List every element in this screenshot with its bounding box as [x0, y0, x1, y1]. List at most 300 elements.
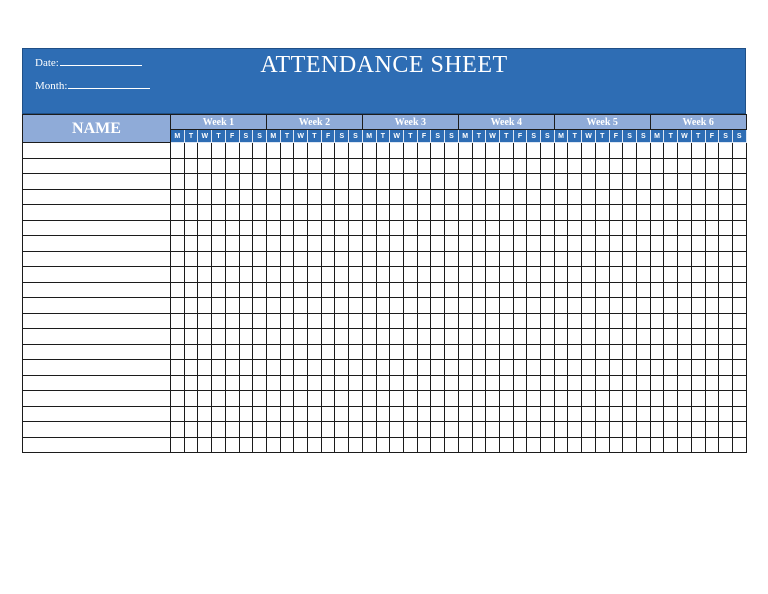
attendance-cell[interactable] — [225, 143, 239, 159]
attendance-cell[interactable] — [253, 344, 267, 360]
name-cell[interactable] — [23, 174, 171, 190]
attendance-cell[interactable] — [486, 220, 500, 236]
attendance-cell[interactable] — [595, 267, 609, 283]
attendance-cell[interactable] — [472, 313, 486, 329]
attendance-cell[interactable] — [390, 251, 404, 267]
attendance-cell[interactable] — [554, 158, 568, 174]
attendance-cell[interactable] — [486, 375, 500, 391]
attendance-cell[interactable] — [595, 360, 609, 376]
attendance-cell[interactable] — [280, 360, 294, 376]
attendance-cell[interactable] — [609, 437, 623, 453]
attendance-cell[interactable] — [719, 174, 733, 190]
attendance-cell[interactable] — [253, 313, 267, 329]
attendance-cell[interactable] — [184, 329, 198, 345]
attendance-cell[interactable] — [527, 174, 541, 190]
attendance-cell[interactable] — [719, 236, 733, 252]
attendance-cell[interactable] — [349, 158, 363, 174]
attendance-cell[interactable] — [458, 189, 472, 205]
attendance-cell[interactable] — [691, 360, 705, 376]
attendance-cell[interactable] — [554, 406, 568, 422]
attendance-cell[interactable] — [678, 189, 692, 205]
name-cell[interactable] — [23, 437, 171, 453]
attendance-cell[interactable] — [266, 282, 280, 298]
attendance-cell[interactable] — [732, 437, 746, 453]
attendance-cell[interactable] — [239, 329, 253, 345]
attendance-cell[interactable] — [417, 375, 431, 391]
attendance-cell[interactable] — [184, 360, 198, 376]
attendance-cell[interactable] — [321, 329, 335, 345]
attendance-cell[interactable] — [486, 236, 500, 252]
attendance-cell[interactable] — [266, 189, 280, 205]
attendance-cell[interactable] — [403, 360, 417, 376]
attendance-cell[interactable] — [609, 375, 623, 391]
attendance-cell[interactable] — [732, 344, 746, 360]
attendance-cell[interactable] — [527, 267, 541, 283]
attendance-cell[interactable] — [499, 174, 513, 190]
attendance-cell[interactable] — [390, 313, 404, 329]
attendance-cell[interactable] — [184, 236, 198, 252]
attendance-cell[interactable] — [582, 174, 596, 190]
attendance-cell[interactable] — [705, 143, 719, 159]
attendance-cell[interactable] — [678, 282, 692, 298]
attendance-cell[interactable] — [568, 360, 582, 376]
attendance-cell[interactable] — [732, 422, 746, 438]
attendance-cell[interactable] — [527, 375, 541, 391]
attendance-cell[interactable] — [458, 406, 472, 422]
attendance-cell[interactable] — [321, 437, 335, 453]
attendance-cell[interactable] — [308, 189, 322, 205]
attendance-cell[interactable] — [691, 313, 705, 329]
attendance-cell[interactable] — [568, 298, 582, 314]
attendance-cell[interactable] — [431, 143, 445, 159]
attendance-cell[interactable] — [308, 220, 322, 236]
attendance-cell[interactable] — [362, 313, 376, 329]
attendance-cell[interactable] — [513, 251, 527, 267]
attendance-cell[interactable] — [609, 174, 623, 190]
attendance-cell[interactable] — [568, 282, 582, 298]
attendance-cell[interactable] — [171, 189, 185, 205]
attendance-cell[interactable] — [650, 189, 664, 205]
attendance-cell[interactable] — [705, 313, 719, 329]
attendance-cell[interactable] — [636, 375, 650, 391]
attendance-cell[interactable] — [198, 406, 212, 422]
attendance-cell[interactable] — [664, 313, 678, 329]
attendance-cell[interactable] — [198, 236, 212, 252]
attendance-cell[interactable] — [362, 329, 376, 345]
attendance-cell[interactable] — [403, 422, 417, 438]
attendance-cell[interactable] — [623, 282, 637, 298]
attendance-cell[interactable] — [705, 422, 719, 438]
attendance-cell[interactable] — [513, 174, 527, 190]
attendance-cell[interactable] — [280, 406, 294, 422]
attendance-cell[interactable] — [335, 344, 349, 360]
attendance-cell[interactable] — [390, 220, 404, 236]
attendance-cell[interactable] — [212, 313, 226, 329]
attendance-cell[interactable] — [403, 189, 417, 205]
attendance-cell[interactable] — [623, 360, 637, 376]
name-cell[interactable] — [23, 422, 171, 438]
attendance-cell[interactable] — [362, 406, 376, 422]
attendance-cell[interactable] — [445, 143, 459, 159]
attendance-cell[interactable] — [554, 344, 568, 360]
attendance-cell[interactable] — [294, 267, 308, 283]
attendance-cell[interactable] — [472, 282, 486, 298]
attendance-cell[interactable] — [568, 174, 582, 190]
attendance-cell[interactable] — [308, 313, 322, 329]
attendance-cell[interactable] — [732, 313, 746, 329]
attendance-cell[interactable] — [554, 220, 568, 236]
attendance-cell[interactable] — [554, 205, 568, 221]
attendance-cell[interactable] — [636, 422, 650, 438]
attendance-cell[interactable] — [636, 360, 650, 376]
attendance-cell[interactable] — [554, 391, 568, 407]
attendance-cell[interactable] — [280, 158, 294, 174]
attendance-cell[interactable] — [513, 143, 527, 159]
attendance-cell[interactable] — [568, 143, 582, 159]
attendance-cell[interactable] — [568, 422, 582, 438]
attendance-cell[interactable] — [678, 437, 692, 453]
name-cell[interactable] — [23, 220, 171, 236]
attendance-cell[interactable] — [513, 437, 527, 453]
attendance-cell[interactable] — [527, 360, 541, 376]
attendance-cell[interactable] — [513, 236, 527, 252]
attendance-cell[interactable] — [417, 251, 431, 267]
attendance-cell[interactable] — [390, 422, 404, 438]
attendance-cell[interactable] — [636, 143, 650, 159]
attendance-cell[interactable] — [280, 313, 294, 329]
attendance-cell[interactable] — [403, 344, 417, 360]
attendance-cell[interactable] — [664, 220, 678, 236]
attendance-cell[interactable] — [486, 422, 500, 438]
attendance-cell[interactable] — [403, 313, 417, 329]
attendance-cell[interactable] — [650, 406, 664, 422]
attendance-cell[interactable] — [458, 251, 472, 267]
attendance-cell[interactable] — [308, 422, 322, 438]
attendance-cell[interactable] — [390, 267, 404, 283]
attendance-cell[interactable] — [171, 267, 185, 283]
attendance-cell[interactable] — [705, 158, 719, 174]
attendance-cell[interactable] — [171, 406, 185, 422]
attendance-cell[interactable] — [678, 298, 692, 314]
attendance-cell[interactable] — [554, 236, 568, 252]
attendance-cell[interactable] — [239, 422, 253, 438]
attendance-cell[interactable] — [294, 422, 308, 438]
attendance-cell[interactable] — [554, 437, 568, 453]
attendance-cell[interactable] — [499, 189, 513, 205]
attendance-cell[interactable] — [595, 406, 609, 422]
attendance-cell[interactable] — [335, 205, 349, 221]
attendance-cell[interactable] — [417, 406, 431, 422]
attendance-cell[interactable] — [445, 189, 459, 205]
attendance-cell[interactable] — [499, 375, 513, 391]
attendance-cell[interactable] — [678, 360, 692, 376]
attendance-cell[interactable] — [513, 422, 527, 438]
attendance-cell[interactable] — [376, 406, 390, 422]
attendance-cell[interactable] — [582, 344, 596, 360]
attendance-cell[interactable] — [609, 313, 623, 329]
attendance-cell[interactable] — [541, 329, 555, 345]
attendance-cell[interactable] — [431, 391, 445, 407]
attendance-cell[interactable] — [499, 360, 513, 376]
attendance-cell[interactable] — [239, 282, 253, 298]
attendance-cell[interactable] — [212, 189, 226, 205]
attendance-cell[interactable] — [609, 205, 623, 221]
attendance-cell[interactable] — [321, 205, 335, 221]
attendance-cell[interactable] — [390, 437, 404, 453]
attendance-cell[interactable] — [582, 360, 596, 376]
attendance-cell[interactable] — [362, 344, 376, 360]
attendance-cell[interactable] — [362, 360, 376, 376]
attendance-cell[interactable] — [266, 437, 280, 453]
attendance-cell[interactable] — [335, 360, 349, 376]
name-cell[interactable] — [23, 205, 171, 221]
attendance-cell[interactable] — [431, 422, 445, 438]
attendance-cell[interactable] — [403, 298, 417, 314]
attendance-cell[interactable] — [239, 298, 253, 314]
attendance-cell[interactable] — [568, 267, 582, 283]
attendance-cell[interactable] — [499, 406, 513, 422]
attendance-cell[interactable] — [623, 236, 637, 252]
attendance-cell[interactable] — [198, 158, 212, 174]
attendance-cell[interactable] — [636, 344, 650, 360]
attendance-cell[interactable] — [266, 329, 280, 345]
attendance-cell[interactable] — [349, 251, 363, 267]
attendance-cell[interactable] — [664, 282, 678, 298]
attendance-cell[interactable] — [184, 375, 198, 391]
attendance-cell[interactable] — [390, 329, 404, 345]
attendance-cell[interactable] — [623, 313, 637, 329]
attendance-cell[interactable] — [266, 298, 280, 314]
attendance-cell[interactable] — [664, 422, 678, 438]
attendance-cell[interactable] — [678, 220, 692, 236]
attendance-cell[interactable] — [225, 422, 239, 438]
attendance-cell[interactable] — [198, 422, 212, 438]
attendance-cell[interactable] — [582, 391, 596, 407]
attendance-cell[interactable] — [239, 143, 253, 159]
attendance-cell[interactable] — [664, 298, 678, 314]
attendance-cell[interactable] — [486, 174, 500, 190]
attendance-cell[interactable] — [664, 391, 678, 407]
attendance-cell[interactable] — [253, 329, 267, 345]
attendance-cell[interactable] — [253, 143, 267, 159]
attendance-cell[interactable] — [253, 174, 267, 190]
attendance-cell[interactable] — [499, 329, 513, 345]
attendance-cell[interactable] — [609, 158, 623, 174]
name-cell[interactable] — [23, 344, 171, 360]
attendance-cell[interactable] — [376, 158, 390, 174]
attendance-cell[interactable] — [582, 375, 596, 391]
attendance-cell[interactable] — [678, 329, 692, 345]
attendance-cell[interactable] — [294, 391, 308, 407]
attendance-cell[interactable] — [458, 298, 472, 314]
attendance-cell[interactable] — [212, 360, 226, 376]
attendance-cell[interactable] — [582, 189, 596, 205]
attendance-cell[interactable] — [321, 422, 335, 438]
attendance-cell[interactable] — [650, 329, 664, 345]
attendance-cell[interactable] — [554, 251, 568, 267]
attendance-cell[interactable] — [431, 313, 445, 329]
attendance-cell[interactable] — [266, 143, 280, 159]
attendance-cell[interactable] — [239, 313, 253, 329]
attendance-cell[interactable] — [732, 158, 746, 174]
attendance-cell[interactable] — [321, 251, 335, 267]
name-cell[interactable] — [23, 236, 171, 252]
attendance-cell[interactable] — [198, 189, 212, 205]
attendance-cell[interactable] — [458, 174, 472, 190]
attendance-cell[interactable] — [294, 360, 308, 376]
attendance-cell[interactable] — [294, 344, 308, 360]
attendance-cell[interactable] — [294, 282, 308, 298]
attendance-cell[interactable] — [225, 360, 239, 376]
attendance-cell[interactable] — [691, 174, 705, 190]
attendance-cell[interactable] — [376, 422, 390, 438]
attendance-cell[interactable] — [349, 220, 363, 236]
attendance-cell[interactable] — [445, 298, 459, 314]
attendance-cell[interactable] — [650, 391, 664, 407]
attendance-cell[interactable] — [582, 298, 596, 314]
attendance-cell[interactable] — [376, 375, 390, 391]
attendance-cell[interactable] — [472, 267, 486, 283]
attendance-cell[interactable] — [321, 391, 335, 407]
attendance-cell[interactable] — [171, 313, 185, 329]
attendance-cell[interactable] — [513, 282, 527, 298]
attendance-cell[interactable] — [431, 282, 445, 298]
attendance-cell[interactable] — [582, 282, 596, 298]
attendance-cell[interactable] — [321, 313, 335, 329]
attendance-cell[interactable] — [431, 437, 445, 453]
attendance-cell[interactable] — [445, 251, 459, 267]
attendance-cell[interactable] — [513, 158, 527, 174]
attendance-cell[interactable] — [732, 220, 746, 236]
attendance-cell[interactable] — [458, 236, 472, 252]
attendance-cell[interactable] — [705, 189, 719, 205]
attendance-cell[interactable] — [184, 282, 198, 298]
attendance-cell[interactable] — [595, 220, 609, 236]
attendance-cell[interactable] — [650, 313, 664, 329]
attendance-cell[interactable] — [472, 406, 486, 422]
attendance-cell[interactable] — [678, 236, 692, 252]
attendance-cell[interactable] — [403, 267, 417, 283]
attendance-cell[interactable] — [691, 189, 705, 205]
attendance-cell[interactable] — [376, 282, 390, 298]
attendance-cell[interactable] — [486, 437, 500, 453]
attendance-cell[interactable] — [595, 422, 609, 438]
attendance-cell[interactable] — [335, 143, 349, 159]
attendance-cell[interactable] — [595, 174, 609, 190]
attendance-cell[interactable] — [403, 406, 417, 422]
attendance-cell[interactable] — [458, 344, 472, 360]
attendance-cell[interactable] — [376, 205, 390, 221]
attendance-cell[interactable] — [266, 313, 280, 329]
attendance-cell[interactable] — [691, 391, 705, 407]
attendance-cell[interactable] — [362, 251, 376, 267]
attendance-cell[interactable] — [184, 158, 198, 174]
attendance-cell[interactable] — [732, 174, 746, 190]
attendance-cell[interactable] — [527, 437, 541, 453]
attendance-cell[interactable] — [486, 344, 500, 360]
attendance-cell[interactable] — [266, 205, 280, 221]
attendance-cell[interactable] — [184, 406, 198, 422]
attendance-cell[interactable] — [705, 406, 719, 422]
attendance-cell[interactable] — [719, 158, 733, 174]
attendance-cell[interactable] — [184, 251, 198, 267]
attendance-cell[interactable] — [609, 267, 623, 283]
attendance-cell[interactable] — [636, 205, 650, 221]
attendance-cell[interactable] — [705, 174, 719, 190]
attendance-cell[interactable] — [321, 174, 335, 190]
attendance-cell[interactable] — [308, 437, 322, 453]
attendance-cell[interactable] — [308, 174, 322, 190]
attendance-cell[interactable] — [362, 174, 376, 190]
attendance-cell[interactable] — [486, 360, 500, 376]
attendance-cell[interactable] — [431, 220, 445, 236]
attendance-cell[interactable] — [349, 174, 363, 190]
attendance-cell[interactable] — [212, 298, 226, 314]
attendance-cell[interactable] — [691, 143, 705, 159]
attendance-cell[interactable] — [280, 344, 294, 360]
attendance-cell[interactable] — [321, 360, 335, 376]
attendance-cell[interactable] — [732, 406, 746, 422]
attendance-cell[interactable] — [294, 236, 308, 252]
attendance-cell[interactable] — [212, 282, 226, 298]
attendance-cell[interactable] — [513, 313, 527, 329]
attendance-cell[interactable] — [403, 174, 417, 190]
attendance-cell[interactable] — [486, 158, 500, 174]
attendance-cell[interactable] — [623, 298, 637, 314]
attendance-cell[interactable] — [266, 360, 280, 376]
attendance-cell[interactable] — [198, 375, 212, 391]
attendance-cell[interactable] — [541, 220, 555, 236]
attendance-cell[interactable] — [171, 298, 185, 314]
attendance-cell[interactable] — [171, 422, 185, 438]
attendance-cell[interactable] — [732, 251, 746, 267]
attendance-cell[interactable] — [253, 375, 267, 391]
attendance-cell[interactable] — [198, 282, 212, 298]
attendance-cell[interactable] — [184, 422, 198, 438]
attendance-cell[interactable] — [349, 406, 363, 422]
attendance-cell[interactable] — [623, 329, 637, 345]
attendance-cell[interactable] — [225, 391, 239, 407]
attendance-cell[interactable] — [376, 391, 390, 407]
attendance-cell[interactable] — [623, 143, 637, 159]
attendance-cell[interactable] — [719, 391, 733, 407]
attendance-cell[interactable] — [678, 406, 692, 422]
attendance-cell[interactable] — [362, 236, 376, 252]
attendance-cell[interactable] — [541, 344, 555, 360]
attendance-cell[interactable] — [499, 344, 513, 360]
attendance-cell[interactable] — [212, 143, 226, 159]
attendance-cell[interactable] — [431, 360, 445, 376]
attendance-cell[interactable] — [664, 360, 678, 376]
attendance-cell[interactable] — [650, 236, 664, 252]
attendance-cell[interactable] — [376, 437, 390, 453]
attendance-cell[interactable] — [294, 174, 308, 190]
attendance-cell[interactable] — [321, 406, 335, 422]
attendance-cell[interactable] — [239, 344, 253, 360]
attendance-cell[interactable] — [664, 375, 678, 391]
name-cell[interactable] — [23, 391, 171, 407]
attendance-cell[interactable] — [541, 375, 555, 391]
attendance-cell[interactable] — [719, 220, 733, 236]
attendance-cell[interactable] — [403, 282, 417, 298]
attendance-cell[interactable] — [308, 360, 322, 376]
attendance-cell[interactable] — [253, 422, 267, 438]
attendance-cell[interactable] — [541, 406, 555, 422]
attendance-cell[interactable] — [417, 282, 431, 298]
attendance-cell[interactable] — [445, 360, 459, 376]
attendance-cell[interactable] — [527, 143, 541, 159]
attendance-cell[interactable] — [253, 158, 267, 174]
